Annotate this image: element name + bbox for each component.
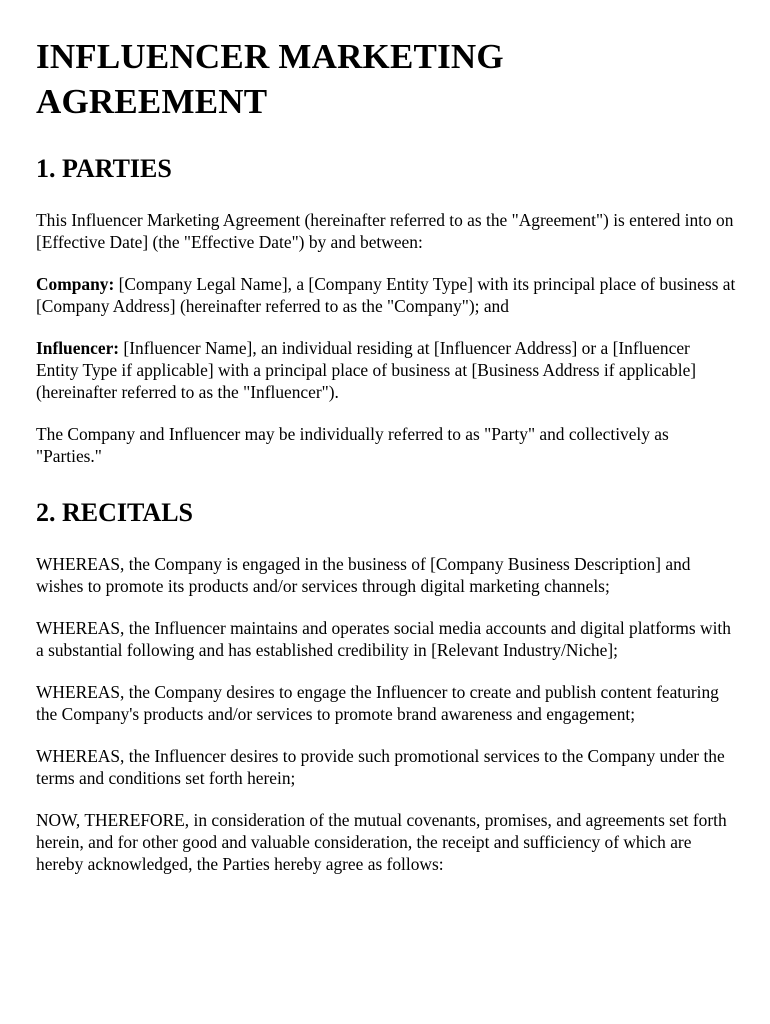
company-party-text: [Company Legal Name], a [Company Entity Type] with its principal place of business at [Company Address] (hereinafter referred to as the "Company"); and (36, 274, 736, 316)
recital-influencer-services: WHEREAS, the Influencer desires to provide such promotional services to the Company under the terms and conditions set forth herein; (36, 746, 725, 788)
recital-company-engagement: WHEREAS, the Company desires to engage the Influencer to create and publish content featuring the Company's products and/or services to promote brand awareness and engagement; (36, 682, 719, 724)
recital-influencer-platforms: WHEREAS, the Influencer maintains and operates social media accounts and digital platforms with a substantial following and has established credibility in [Relevant Industry/Niche]; (36, 618, 731, 660)
section-heading-parties: 1. PARTIES (36, 154, 172, 183)
recital-now-therefore: NOW, THEREFORE, in consideration of the mutual covenants, promises, and agreements set forth herein, and for other good and valuable consideration, the receipt and sufficiency of which are hereby acknowledged, the Parties hereby agree as follows: (36, 810, 727, 874)
paragraph-influencer-party (36, 337, 736, 403)
document-page (36, 34, 736, 875)
influencer-label: Influencer: (36, 338, 120, 358)
influencer-party-text: [Influencer Name], an individual residing at [Influencer Address] or a [Influencer Entity Type if applicable] with a principal place of business at [Business Address if applicable] (hereinafter referred to as the "Influencer"). (36, 338, 697, 402)
paragraph-parties-definition: The Company and Influencer may be individually referred to as "Party" and collectively as "Parties." (36, 424, 669, 466)
recital-company-business: WHEREAS, the Company is engaged in the business of [Company Business Description] and wishes to promote its products and/or services through digital marketing channels; (36, 554, 691, 596)
document-title: INFLUENCER MARKETING AGREEMENT (36, 37, 504, 121)
company-label: Company: (36, 274, 115, 294)
paragraph-company-party (36, 273, 736, 317)
section-heading-recitals: 2. RECITALS (36, 498, 194, 527)
paragraph-agreement-intro: This Influencer Marketing Agreement (hereinafter referred to as the "Agreement") is entered into on [Effective Date] (the "Effective Date") by and between: (36, 210, 734, 252)
